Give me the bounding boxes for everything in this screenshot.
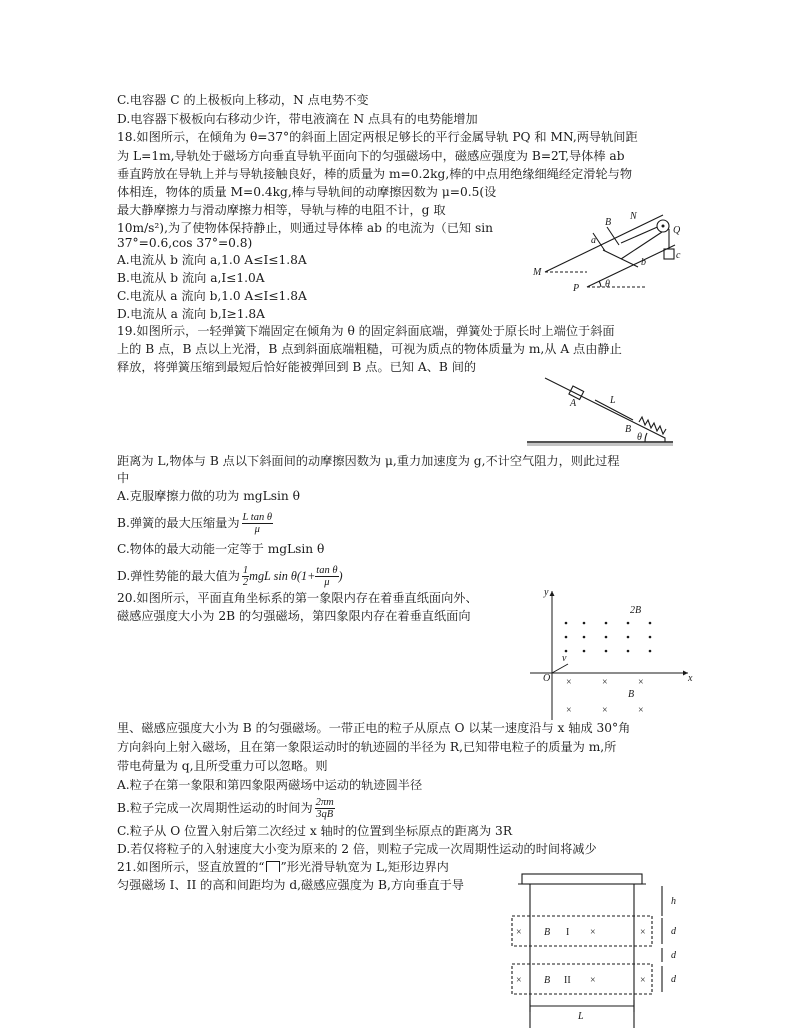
fig18-label-theta: θ <box>605 279 610 290</box>
fig21-label-d3: d <box>671 974 676 985</box>
hanging-block <box>664 249 674 259</box>
fig19-label-l: L <box>610 395 616 406</box>
angle-arc <box>599 281 601 287</box>
q18-option-c: C.电流从 a 流向 b,1.0 A≤I≤1.8A <box>117 289 307 303</box>
cross-mark: × <box>638 705 644 716</box>
field-dot <box>627 650 630 653</box>
fig21-label-region-1: I <box>566 927 570 938</box>
q19-stem-line-5: 中 <box>117 471 130 485</box>
cross-mark: × <box>590 975 596 986</box>
field-dot <box>649 650 652 653</box>
rope-lower <box>621 232 662 259</box>
angle-arc <box>645 433 647 442</box>
field-region-2 <box>512 964 652 994</box>
pulley-axle <box>662 225 665 228</box>
top-bar <box>522 874 642 884</box>
cross-mark: × <box>602 677 608 688</box>
fig18-label-a: a <box>591 235 596 246</box>
q20-option-c: C.粒子从 O 位置入射后第二次经过 x 轴时的位置到坐标原点的距离为 3R <box>117 824 512 838</box>
q18-figure <box>525 205 685 300</box>
q20-stem-line-5: 带电荷量为 q,且所受重力可以忽略。则 <box>117 759 328 773</box>
fig19-label-b: B <box>625 424 632 435</box>
cross-mark: × <box>516 927 522 938</box>
q21-figure <box>500 868 700 1028</box>
q19-option-d-close: ) <box>338 569 343 583</box>
fig20-label-x: x <box>688 673 693 684</box>
field-dot <box>565 636 568 639</box>
q18-stem-line-5: 最大静摩擦力与滑动摩擦力相等，导轨与棒的电阻不计，g 取 <box>117 203 446 217</box>
fig20-label-o: O <box>543 673 551 684</box>
fig19-label-a: A <box>570 398 577 409</box>
q19-stem-line-4: 距离为 L,物体与 B 点以下斜面间的动摩擦因数为 μ,重力加速度为 g,不计空气阻力，则此过程 <box>117 454 620 468</box>
q19-option-b <box>117 512 273 535</box>
field-dot <box>583 636 586 639</box>
fraction-numerator: 1 <box>242 565 249 576</box>
field-dot <box>583 650 586 653</box>
q19-option-c: C.物体的最大动能一定等于 mgLsin θ <box>117 542 325 556</box>
q19-option-a: A.克服摩擦力做的功为 mgLsin θ <box>117 489 300 503</box>
fig21-label-l: L <box>578 1011 584 1022</box>
q18-option-b: B.电流从 b 流向 a,I≤1.0A <box>117 271 265 285</box>
fraction-denominator: μ <box>324 577 330 588</box>
q19-option-b-fraction <box>242 512 273 535</box>
q18-option-d: D.电流从 a 流向 b,I≥1.8A <box>117 307 265 321</box>
q21-stem-line-1 <box>117 859 449 876</box>
q21-stem-text-a: 21.如图所示，竖直放置的“ <box>117 860 265 874</box>
q20-figure <box>520 585 695 720</box>
cross-mark: × <box>516 975 522 986</box>
ground-hatch <box>527 442 673 446</box>
fig20-label-y: y <box>544 587 549 598</box>
fig20-label-2b: 2B <box>630 605 642 616</box>
fraction-numerator: 2πm <box>315 797 334 808</box>
fig21-label-d2: d <box>671 950 676 961</box>
fig18-label-b: b <box>641 257 646 268</box>
cross-mark: × <box>602 705 608 716</box>
field-dot <box>565 622 568 625</box>
rail-shape-icon <box>266 861 280 872</box>
q20-option-a: A.粒子在第一象限和第四象限两磁场中运动的轨迹圆半径 <box>117 778 423 792</box>
fig20-label-b: B <box>628 689 635 700</box>
q19-figure <box>515 370 675 450</box>
field-arrow <box>607 227 619 245</box>
q19-stem-line-3: 释放，将弹簧压缩到最短后恰好能被弹回到 B 点。已知 A、B 间的 <box>117 360 477 374</box>
q19-option-d-text: D.弹性势能的最大值为 <box>117 569 240 583</box>
q18-stem-line-6: 10m/s²),为了使物体保持静止，则通过导体棒 ab 的电流为（已知 sin <box>117 221 493 235</box>
q20-stem-line-1: 20.如图所示，平面直角坐标系的第一象限内存在着垂直纸面向外、 <box>117 591 478 605</box>
fig18-label-m: M <box>533 267 542 278</box>
q19-option-d-fraction <box>315 565 338 588</box>
cross-mark: × <box>640 927 646 938</box>
cross-mark: × <box>566 677 572 688</box>
fig18-label-n: N <box>630 211 637 222</box>
fig21-label-h: h <box>671 896 676 907</box>
rope-upper <box>621 225 662 243</box>
q21-stem-line-2: 匀强磁场 I、II 的高和间距均为 d,磁感应强度为 B,方向垂直于导 <box>117 878 464 892</box>
fraction-denominator: μ <box>254 524 260 535</box>
fig21-label-region-2: II <box>564 975 571 986</box>
q19-option-d-expr: mgL sin θ(1+ <box>249 569 316 583</box>
q18-stem-line-1: 18.如图所示，在倾角为 θ=37°的斜面上固定两根足够长的平行金属导轨 PQ 和 MN,两导轨间距 <box>117 130 638 144</box>
q18-stem-line-7: 37°=0.6,cos 37°=0.8) <box>117 236 253 250</box>
q20-option-b <box>117 797 335 820</box>
fraction-numerator: tan θ <box>316 565 338 576</box>
fraction-denominator: 3qB <box>316 809 334 820</box>
fig21-label-d1: d <box>671 926 676 937</box>
q20-option-d: D.若仅将粒子的入射速度大小变为原来的 2 倍，则粒子完成一次周期性运动的时间将减少 <box>117 842 597 856</box>
q20-stem-line-2: 磁感应强度大小为 2B 的匀强磁场，第四象限内存在着垂直纸面向 <box>117 609 471 623</box>
fraction-numerator: L tan θ <box>242 512 273 523</box>
q20-option-b-fraction <box>315 797 335 820</box>
q18-option-a: A.电流从 b 流向 a,1.0 A≤I≤1.8A <box>117 253 307 267</box>
field-dot <box>605 636 608 639</box>
fig18-label-c: c <box>676 250 681 261</box>
q19-option-d <box>117 565 343 588</box>
field-region-1 <box>512 916 652 946</box>
field-dot <box>649 622 652 625</box>
q20-stem-line-3: 里、磁感应强度大小为 B 的匀强磁场。一带正电的粒子从原点 O 以某一速度沿与 x 轴成 30°角 <box>117 721 631 735</box>
q18-stem-line-2: 为 L=1m,导轨处于磁场方向垂直导轨平面向下的匀强磁场中，磁感应强度为 B=2T,导体棒 ab <box>117 149 625 163</box>
fig18-label-p: P <box>573 283 580 294</box>
incline <box>545 378 665 442</box>
field-dot <box>627 636 630 639</box>
field-dot <box>565 650 568 653</box>
q21-stem-text-b: ”形光滑导轨宽为 L,矩形边界内 <box>280 860 449 874</box>
fig19-label-theta: θ <box>637 432 642 443</box>
y-arrowhead <box>550 591 555 596</box>
field-dot <box>583 622 586 625</box>
cross-mark: × <box>638 677 644 688</box>
fig18-label-q: Q <box>673 225 681 236</box>
field-dot <box>649 636 652 639</box>
q18-stem-line-3: 垂直跨放在导轨上并与导轨接触良好，棒的质量为 m=0.2kg,棒的中点用绝缘细绳经定滑轮与物 <box>117 167 633 181</box>
q19-stem-line-2: 上的 B 点，B 点以上光滑，B 点到斜面底端粗糙，可视为质点的物体质量为 m,从 A 点由静止 <box>117 342 622 356</box>
cross-mark: × <box>640 975 646 986</box>
field-dot <box>605 650 608 653</box>
q17-option-c: C.电容器 C 的上极板向上移动，N 点电势不变 <box>117 93 369 107</box>
field-dot <box>627 622 630 625</box>
q18-stem-line-4: 体相连，物体的质量 M=0.4kg,棒与导轨间的动摩擦因数为 μ=0.5(设 <box>117 185 497 199</box>
q19-stem-line-1: 19.如图所示，一轻弹簧下端固定在倾角为 θ 的固定斜面底端，弹簧处于原长时上端位于斜面 <box>117 324 615 338</box>
ab-rod <box>603 250 638 267</box>
velocity-arrow <box>552 664 568 673</box>
fraction-denominator: 2 <box>242 577 249 588</box>
q17-option-d: D.电容器下极板向右移动少许，带电液滴在 N 点具有的电势能增加 <box>117 112 478 126</box>
cross-mark: × <box>566 705 572 716</box>
fig18-label-b-field: B <box>605 217 612 228</box>
fig21-label-b1: B <box>544 927 551 938</box>
cross-mark: × <box>590 927 596 938</box>
field-dot <box>605 622 608 625</box>
q19-option-b-text: B.弹簧的最大压缩量为 <box>117 516 240 530</box>
fig20-label-v: v <box>562 653 567 664</box>
rail-pq <box>587 245 675 287</box>
q20-option-b-text: B.粒子完成一次周期性运动的时间为 <box>117 801 313 815</box>
q20-stem-line-4: 方向斜向上射入磁场，且在第一象限运动时的轨迹圆的半径为 R,已知带电粒子的质量为 m,所 <box>117 740 617 754</box>
fig21-label-b2: B <box>544 975 551 986</box>
